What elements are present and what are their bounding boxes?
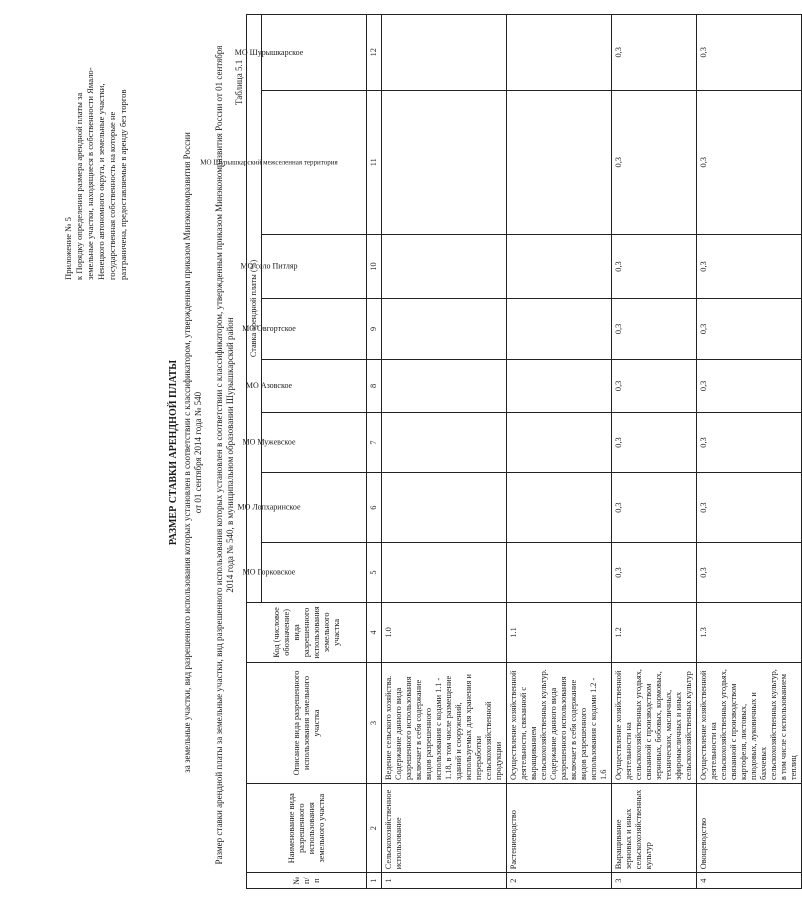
row-rate: 0,3 bbox=[612, 412, 697, 472]
row-rate: 0,3 bbox=[697, 412, 802, 472]
row-rate bbox=[382, 543, 507, 603]
row-rate bbox=[382, 412, 507, 472]
col-number: 1 bbox=[367, 873, 382, 889]
col-number: 3 bbox=[367, 662, 382, 783]
row-rate bbox=[507, 234, 612, 298]
table-row bbox=[507, 15, 612, 889]
row-description: Осуществление хозяйственной деятельности, связанной с выращиванием сельскохозяйственных культур. Содержание данного вида разрешенного использования включает в себя содержание видов разрешенного использования с кодами 1.2 - 1.6 bbox=[507, 662, 612, 783]
row-rate: 0,3 bbox=[612, 473, 697, 543]
row-name: Овощеводство bbox=[697, 784, 802, 873]
row-code: 1.0 bbox=[382, 602, 507, 662]
table-row bbox=[612, 15, 697, 889]
row-rate: 0,3 bbox=[612, 543, 697, 603]
row-rate: 0,3 bbox=[612, 234, 697, 298]
document-subtitle-date: от 01 сентября 2014 года № 540 bbox=[193, 391, 203, 514]
row-rate: 0,3 bbox=[612, 15, 697, 91]
row-description: Осуществление хозяйственной деятельности на сельскохозяйственных угодьях, связанной с производством зерновых, бобовых, кормовых, технических, масличных, эфиромасличных и иных сельскохозяйственных культур bbox=[612, 662, 697, 783]
appendix-line: к Порядку определения размера арендной платы за bbox=[74, 92, 84, 280]
row-rate bbox=[507, 412, 612, 472]
row-rate: 0,3 bbox=[697, 543, 802, 603]
row-name: Растениеводство bbox=[507, 784, 612, 873]
row-name: Сельскохозяйственное использование bbox=[382, 784, 507, 873]
table-row bbox=[382, 15, 507, 889]
appendix-line: разграничена, предоставляемые в аренду без торгов bbox=[118, 89, 128, 280]
appendix-line: Ненецкого автономного округа, и земельные участки, bbox=[96, 83, 106, 280]
row-rate bbox=[507, 543, 612, 603]
col-number: 12 bbox=[367, 15, 382, 91]
header-municipality: МО Шурышкарский межселенная территория bbox=[262, 90, 367, 234]
row-rate: 0,3 bbox=[697, 90, 802, 234]
row-rate bbox=[382, 90, 507, 234]
row-rate bbox=[382, 473, 507, 543]
row-rate bbox=[382, 299, 507, 360]
row-rate: 0,3 bbox=[697, 359, 802, 412]
appendix-line: государственная собственность на которые не bbox=[107, 111, 117, 280]
appendix-line: земельные участки, находящиеся в собственности Ямало- bbox=[85, 67, 95, 280]
appendix-note bbox=[63, 35, 129, 280]
col-number: 9 bbox=[367, 299, 382, 360]
col-number: 7 bbox=[367, 412, 382, 472]
header-num: № п/п bbox=[247, 873, 367, 889]
row-rate: 0,3 bbox=[612, 299, 697, 360]
row-name: Выращивание зерновых и иных сельскохозяйственных культур bbox=[612, 784, 697, 873]
row-code: 1.1 bbox=[507, 602, 612, 662]
document-subtitle: за земельные участки, вид разрешенного использования которых установлен в соответствии с классификатором, утвержденным приказом Минэкономразвития России bbox=[182, 132, 192, 773]
row-rate bbox=[382, 359, 507, 412]
col-number: 4 bbox=[367, 602, 382, 662]
row-code: 1.2 bbox=[612, 602, 697, 662]
col-number: 6 bbox=[367, 473, 382, 543]
row-num: 1 bbox=[382, 873, 507, 889]
row-rate bbox=[507, 299, 612, 360]
row-description: Осуществление хозяйственной деятельности на сельскохозяйственных угодьях, связанной с производством картофеля, листовых, плодовых, луковичных и бахчевых сельскохозяйственных культур, в том числе с использованием теплиц bbox=[697, 662, 802, 783]
row-rate: 0,3 bbox=[697, 299, 802, 360]
header-name: Наименование вида разрешенного использования земельного участка bbox=[247, 784, 367, 873]
document-title: РАЗМЕР СТАВКИ АРЕНДНОЙ ПЛАТЫ bbox=[168, 359, 179, 546]
row-code: 1.3 bbox=[697, 602, 802, 662]
header-municipality: МО Азовское bbox=[262, 359, 367, 412]
row-rate bbox=[507, 359, 612, 412]
appendix-line: Приложение № 5 bbox=[63, 217, 73, 280]
row-rate: 0,3 bbox=[697, 473, 802, 543]
column-number-row bbox=[367, 15, 382, 889]
row-rate bbox=[382, 234, 507, 298]
row-rate: 0,3 bbox=[612, 359, 697, 412]
header-municipality: МО Овгортское bbox=[262, 299, 367, 360]
col-number: 11 bbox=[367, 90, 382, 234]
header-rate-group: Ставка арендной платы (%) bbox=[247, 15, 262, 603]
row-rate bbox=[507, 15, 612, 91]
header-municipality: МО Горковское bbox=[262, 543, 367, 603]
intro-paragraph: Размер ставки арендной платы за земельные участки, вид разрешенного использования которых установлен в соответствии с классификатором, утвержденным приказом Минэкономразвития России от 01 сентября 2014 года № 540, в муниципальном образовании Шурышкарский район bbox=[214, 45, 235, 865]
header-municipality: МО село Питляр bbox=[262, 234, 367, 298]
row-rate bbox=[507, 90, 612, 234]
header-municipality: МО Шурышкарское bbox=[262, 15, 367, 91]
header-municipality: МО Лопхаринское bbox=[262, 473, 367, 543]
col-number: 8 bbox=[367, 359, 382, 412]
row-rate bbox=[507, 473, 612, 543]
col-number: 2 bbox=[367, 784, 382, 873]
col-number: 10 bbox=[367, 234, 382, 298]
row-rate: 0,3 bbox=[697, 15, 802, 91]
row-rate: 0,3 bbox=[612, 90, 697, 234]
row-num: 4 bbox=[697, 873, 802, 889]
header-code: Код (числовое обозначение) вида разрешенного использования земельного участка bbox=[247, 602, 367, 662]
row-description: Ведение сельского хозяйства. Содержание данного вида разрешенного использования включает в себя содержание видов разрешенного использования с кодами 1.1 - 1.18, в том числе размещение зданий и сооружений, используемых для хранения и переработки сельскохозяйственной продукции bbox=[382, 662, 507, 783]
col-number: 5 bbox=[367, 543, 382, 603]
row-num: 2 bbox=[507, 873, 612, 889]
header-municipality: МО Мужевское bbox=[262, 412, 367, 472]
row-rate: 0,3 bbox=[697, 234, 802, 298]
row-num: 3 bbox=[612, 873, 697, 889]
table-label: Таблица 5.1 bbox=[234, 59, 244, 105]
row-rate bbox=[382, 15, 507, 91]
table-row bbox=[697, 15, 802, 889]
header-description: Описание вида разрешенного использования земельного участка bbox=[247, 662, 367, 783]
